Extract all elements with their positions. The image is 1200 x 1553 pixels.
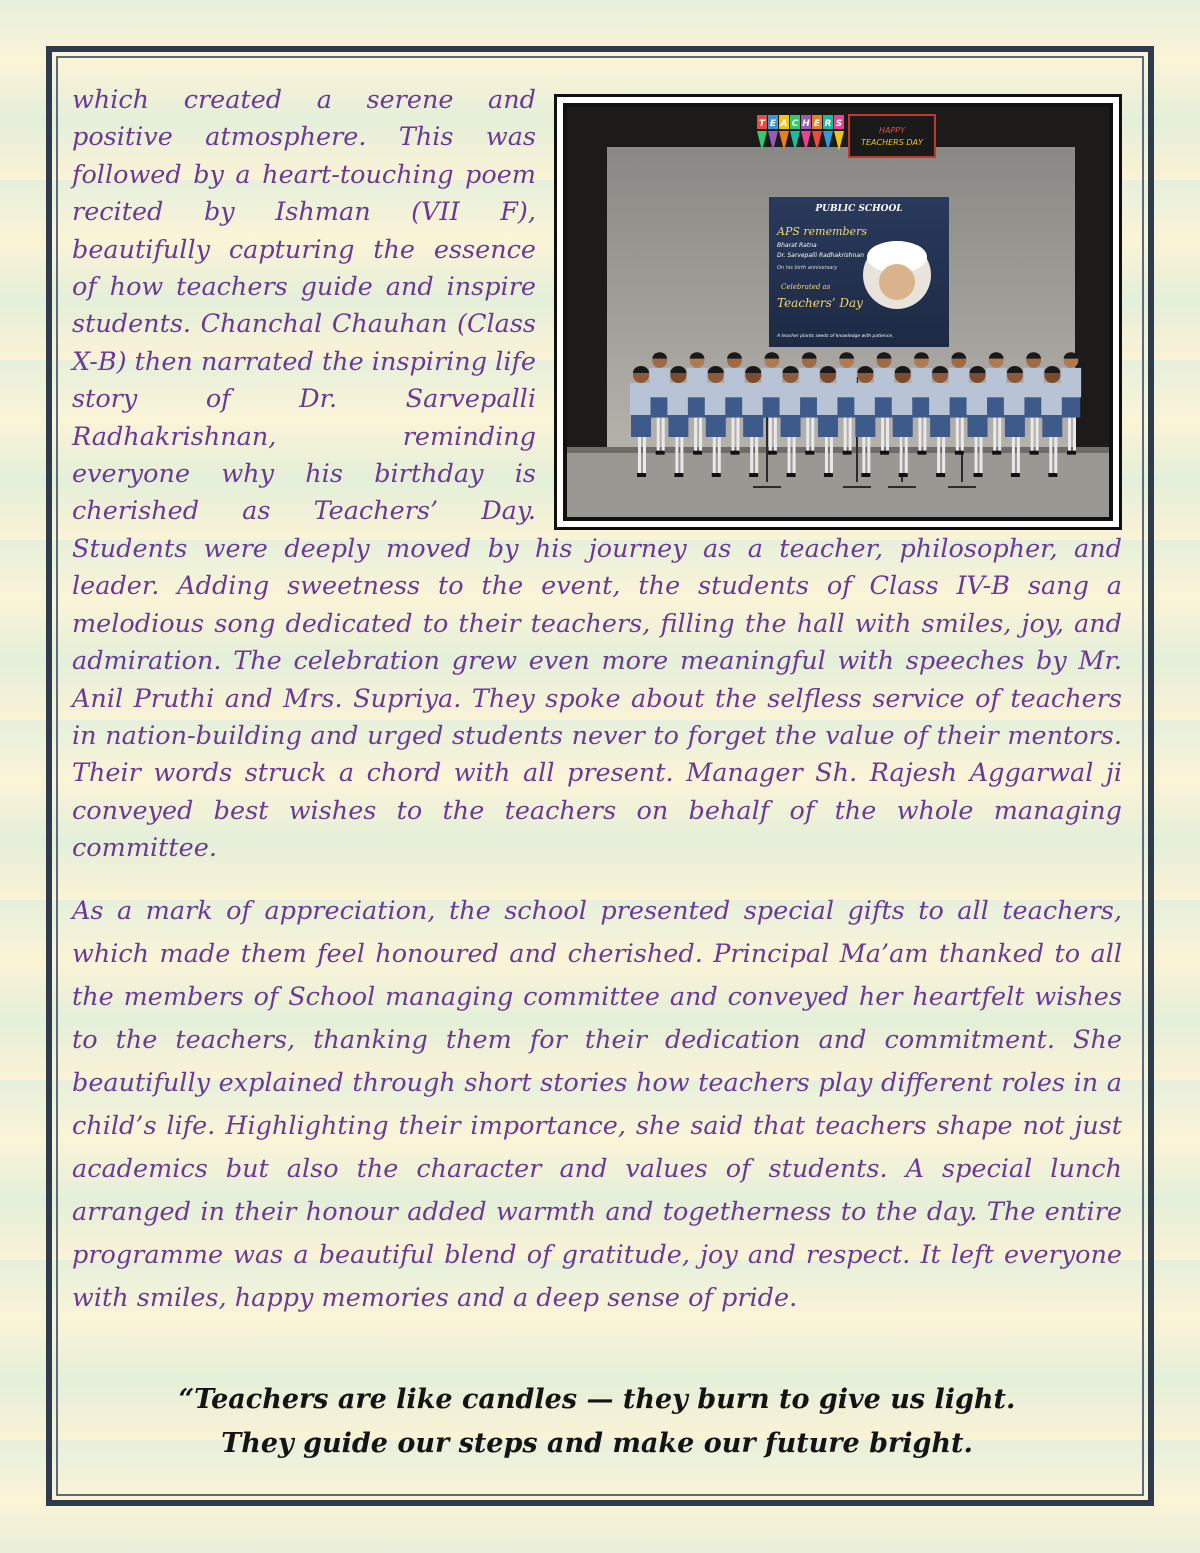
paragraph-appreciation: As a mark of appreciation, the school presented special gifts to all teachers, which made them feel honoured and cherished. Principal Ma’am thanked to all the members of School managing committee and conveyed her heartfelt wishes to the teachers, thanking them for their dedication and commitment. She beautifully explained through short stories how teachers play different roles in a child’s life. Highlighting their importance, she said that teachers shape not just academics but also the character and values of students. A special lunch arranged in their honour added warmth and togetherness to the day. The entire programme was a beautiful blend of gratitude, joy and respect. It left everyone with smiles, happy memories and a deep sense of pride. (72, 895, 1122, 1314)
article-body (72, 82, 1122, 1320)
screen-celebrated: Celebrated as (781, 283, 831, 291)
screen-school: PUBLIC SCHOOL (815, 204, 903, 214)
banner-letter: S (835, 119, 843, 129)
banner-letter: C (791, 119, 799, 129)
banner-letter: H (802, 119, 810, 129)
screen-line1: Bharat Ratna (777, 242, 817, 249)
quote-line-1: “Teachers are like candles — they burn to give us light. (178, 1384, 1016, 1415)
screen-line2: Dr. Sarvepalli Radhakrishnan (777, 252, 864, 259)
teachers-day-photo (563, 103, 1113, 521)
photo-frame (554, 94, 1122, 530)
banner-letter: E (813, 119, 821, 129)
banner-letter: R (824, 119, 832, 129)
corner-sign-line2: TEACHERS DAY (861, 138, 923, 147)
screen-caption: A teacher plants seeds of knowledge with patience, (777, 334, 894, 339)
screen-heading: APS remembers (777, 225, 867, 238)
closing-quote (72, 1378, 1122, 1466)
screen-teachers-day: Teachers’ Day (777, 296, 863, 310)
banner-letter: A (780, 119, 788, 129)
screen-line3: On his birth anniversary (777, 265, 838, 271)
banner-letter: E (769, 119, 777, 129)
quote-line-2: They guide our steps and make our future bright. (221, 1428, 973, 1459)
paragraph-event-details: which created a serene and positive atmosphere. This was followed by a heart-touching poem recited by Ishman (VII F), beautifully capturing the essence of how teachers guide and inspire students. Chanchal Chauhan (Class X-B) then narrated the inspiring life story of Dr. Sarvepalli Radhakrishnan, reminding everyone why his birthday is cherished as Teachers’ Day. Students were deeply moved by his journey as a teacher, philosopher, and leader. Adding sweetness to the event, the students of Class IV-B sang a melodious song dedicated to their teachers, filling the hall with smiles, joy, and admiration. The celebration grew even more meaningful with speeches by Mr. Anil Pruthi and Mrs. Supriya. They spoke about the selfless service of teachers in nation-building and urged students never to forget the value of their mentors. Their words struck a chord with all present. Manager Sh. Rajesh Aggarwal ji conveyed best wishes to the teachers on behalf of the whole managing committee. (72, 85, 1122, 864)
banner-letter: T (758, 119, 766, 129)
corner-sign-line1: HAPPY (878, 126, 906, 135)
